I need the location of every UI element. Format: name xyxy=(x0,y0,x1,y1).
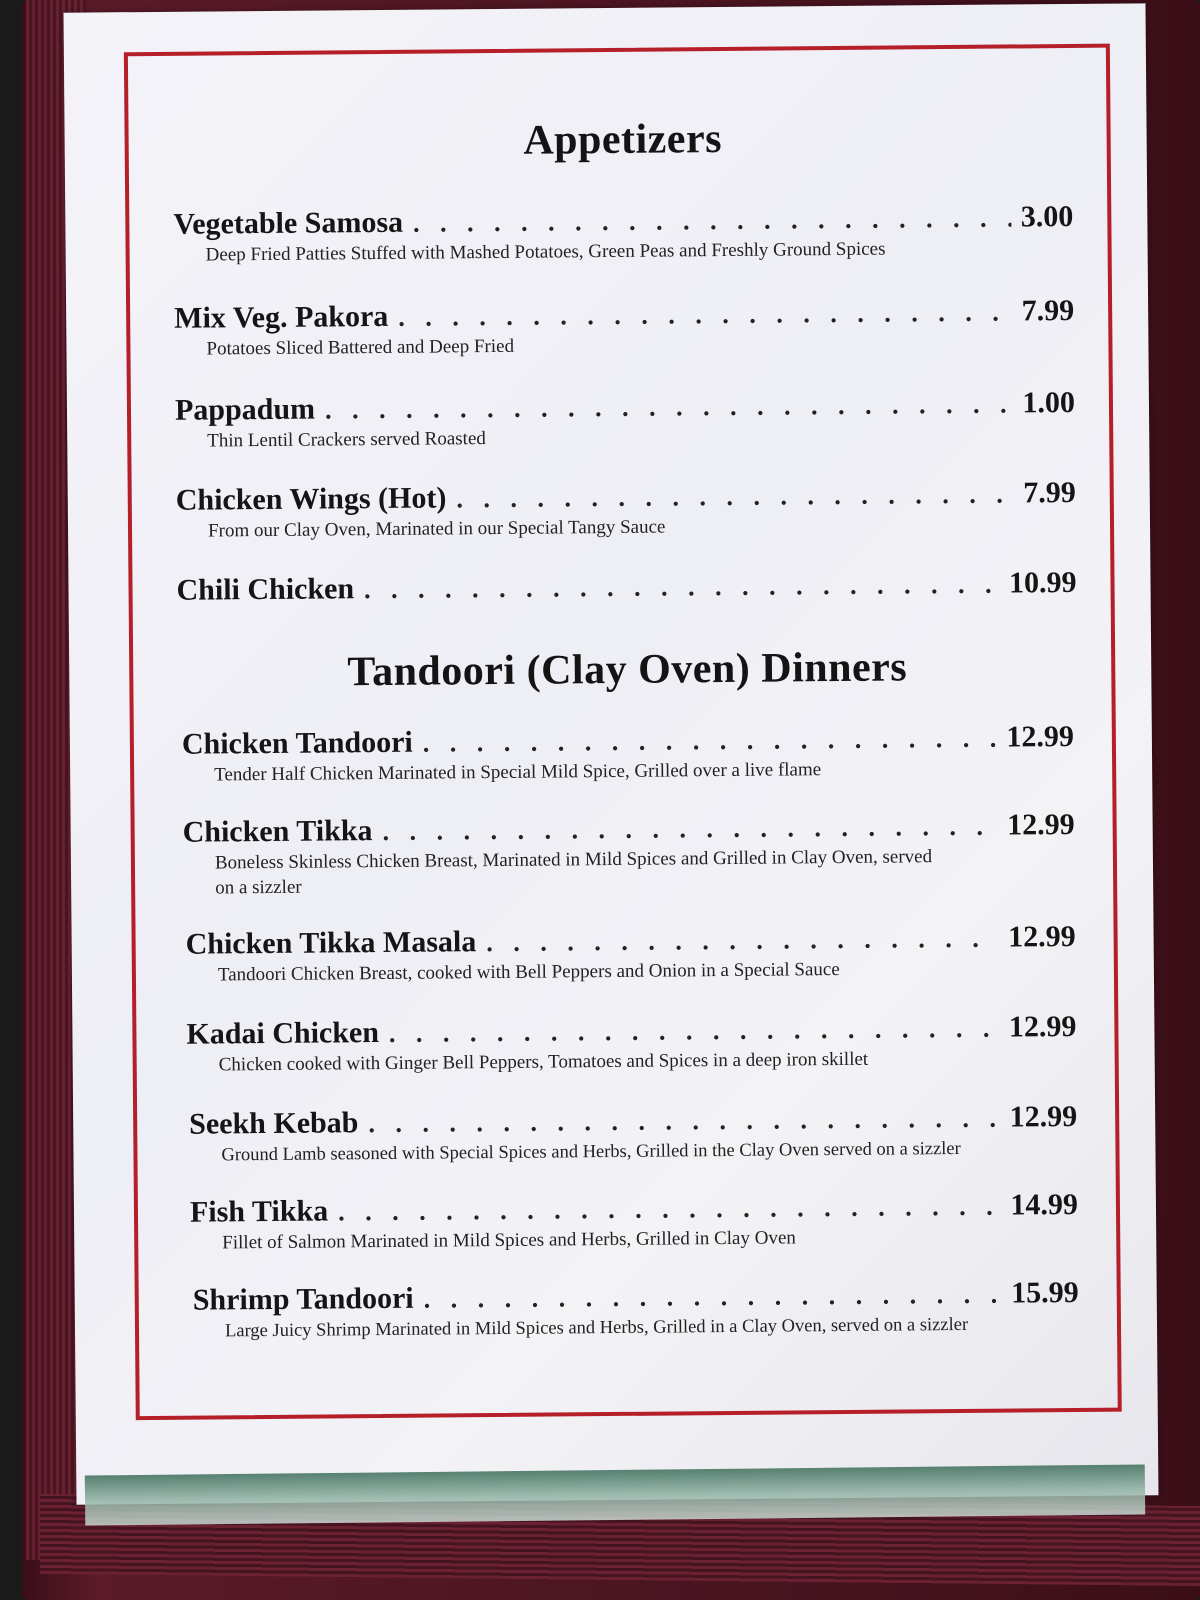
item-name: Chicken Wings (Hot) xyxy=(175,481,447,517)
menu-item xyxy=(185,920,1075,988)
item-description: Potatoes Sliced Battered and Deep Fried xyxy=(206,335,515,360)
menu-item xyxy=(190,1188,1078,1256)
item-price: 7.99 xyxy=(1023,475,1076,510)
leader-dots xyxy=(338,1192,1001,1228)
item-price: 12.99 xyxy=(1009,1099,1078,1134)
item-name: Shrimp Tandoori xyxy=(192,1281,414,1317)
item-name: Chili Chicken xyxy=(176,572,355,607)
item-description: Large Juicy Shrimp Marinated in Mild Spices and Herbs, Grilled in a Clay Oven, served on a sizzler xyxy=(224,1314,969,1342)
leader-dots xyxy=(389,1014,999,1049)
item-price: 1.00 xyxy=(1022,385,1076,420)
item-price: 12.99 xyxy=(1008,1009,1077,1044)
item-price: 10.99 xyxy=(1008,565,1077,600)
menu-item xyxy=(175,386,1075,455)
item-price: 12.99 xyxy=(1006,807,1075,842)
item-name: Chicken Tikka Masala xyxy=(185,925,477,961)
section-appetizers xyxy=(172,112,1072,168)
leader-dots xyxy=(424,1280,1002,1315)
item-price: 14.99 xyxy=(1010,1187,1079,1222)
item-description: Ground Lamb seasoned with Special Spices and Herbs, Grilled in the Clay Oven served on a sizzler xyxy=(221,1138,961,1166)
item-name: Fish Tikka xyxy=(189,1194,329,1229)
item-price: 3.00 xyxy=(1020,199,1074,234)
section-title: Appetizers xyxy=(523,116,723,164)
item-description: Tender Half Chicken Marinated in Special Mild Spice, Grilled over a live flame xyxy=(214,759,822,786)
section-tandoori xyxy=(177,642,1077,698)
item-description: Fillet of Salmon Marinated in Mild Spices and Herbs, Grilled in Clay Oven xyxy=(222,1227,796,1254)
item-name: Chicken Tandoori xyxy=(181,725,413,761)
item-description: Thin Lentil Crackers served Roasted xyxy=(207,428,486,452)
menu-item xyxy=(193,1276,1079,1344)
menu-item xyxy=(173,200,1073,269)
item-description: Chicken cooked with Ginger Bell Peppers, Tomatoes and Spices in a deep iron skillet xyxy=(218,1048,869,1076)
item-name: Pappadum xyxy=(174,392,316,427)
leader-dots xyxy=(364,570,999,606)
menu-page xyxy=(64,3,1159,1504)
menu-item xyxy=(189,1100,1077,1168)
leader-dots xyxy=(325,389,1013,425)
menu-item xyxy=(182,720,1074,788)
section-title: Tandoori (Clay Oven) Dinners xyxy=(347,644,908,696)
leader-dots xyxy=(413,203,1011,238)
leader-dots xyxy=(368,1104,1000,1140)
item-name: Mix Veg. Pakora xyxy=(174,299,389,335)
item-description: Deep Fried Patties Stuffed with Mashed Potatoes, Green Peas and Freshly Ground Spices xyxy=(205,238,886,266)
item-name: Kadai Chicken xyxy=(186,1016,380,1051)
item-name: Chicken Tikka xyxy=(182,814,373,849)
item-price: 15.99 xyxy=(1011,1275,1079,1310)
item-price: 12.99 xyxy=(1006,719,1075,754)
item-description: Boneless Skinless Chicken Breast, Marinated in Mild Spices and Grilled in Clay Oven, served on a sizzler xyxy=(214,846,933,899)
item-price: 12.99 xyxy=(1007,919,1076,954)
leader-dots xyxy=(486,924,998,958)
menu-item xyxy=(183,808,1076,901)
leader-dots xyxy=(456,479,1013,514)
item-price: 7.99 xyxy=(1021,293,1075,328)
menu-item xyxy=(174,294,1074,363)
leader-dots xyxy=(423,724,997,759)
leader-dots xyxy=(398,297,1012,332)
menu-item xyxy=(176,476,1076,545)
item-description: Tandoori Chicken Breast, cooked with Bell Peppers and Onion in a Special Sauce xyxy=(217,959,840,986)
item-description: From our Clay Oven, Marinated in our Special Tangy Sauce xyxy=(207,516,666,542)
item-name: Seekh Kebab xyxy=(189,1106,359,1141)
menu-item xyxy=(186,1010,1076,1078)
leader-dots xyxy=(382,812,997,847)
item-name: Vegetable Samosa xyxy=(173,205,404,241)
